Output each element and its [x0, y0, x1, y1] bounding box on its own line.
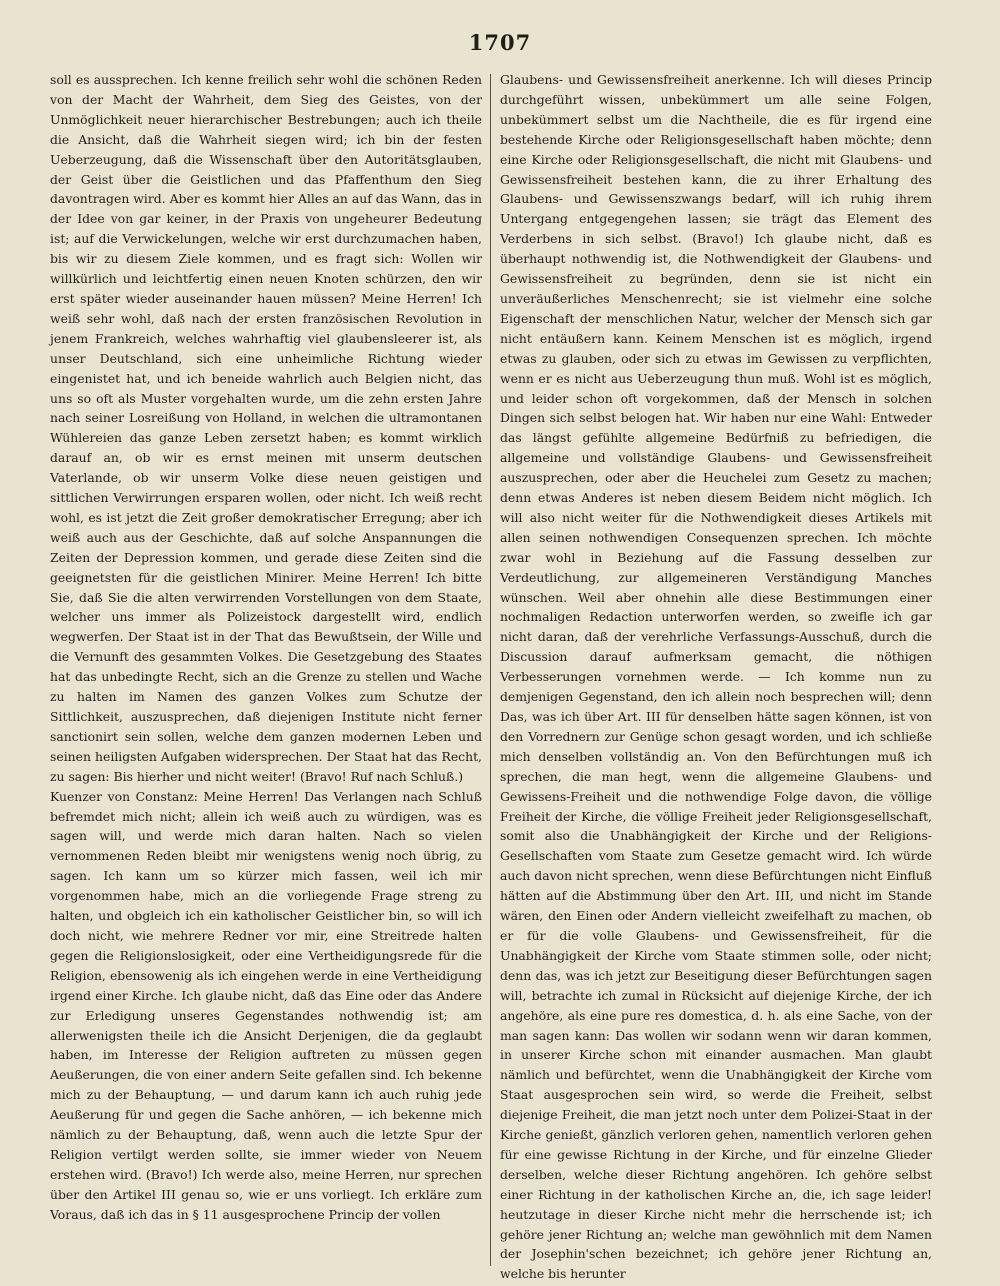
page-number: 1707: [468, 30, 532, 55]
right-column: [500, 70, 932, 1282]
paragraph: Kuenzer von Constanz: Meine Herren! Das Verlangen nach Schluß befremdet mich nicht; allein ich weiß auch zu würdigen, was es sagen will, und werde mich daran halten. Nach so vielen vernommenen Reden bleibt mir wenigstens wenig noch übrig, zu sagen. Ich kann um so kürzer mich fassen, weil ich mir vorgenommen habe, mich an die vorliegende Frage streng zu halten, und obgleich ich ein katholischer Geistlicher bin, so will ich doch nicht, wie mehrere Redner vor mir, eine Streitrede halten gegen die Religionslosigkeit, oder eine Vertheidigungsrede für die Religion, ebensowenig als ich eingehen werde in eine Vertheidigung irgend einer Kirche. Ich glaube nicht, daß das Eine oder das Andere zur Erledigung unseres Gegenstandes nothwendig ist; am allerwenigsten theile ich die Ansicht Derjenigen, die da geglaubt haben, im Interesse der Religion auftreten zu müssen gegen Aeußerungen, die von einer andern Seite gefallen sind. Ich bekenne mich zu der Behauptung, — und darum kann ich auch ruhig jede Aeußerung für und gegen die Sache anhören, — ich bekenne mich nämlich zu der Behauptung, daß, wenn auch die letzte Spur der Religion vertilgt werden sollte, sie immer wieder von Neuem erstehen wird. (Bravo!) Ich werde also, meine Herren, nur sprechen über den Artikel III genau so, wie er uns vorliegt. Ich erkläre zum Voraus, daß ich das in § 11 ausgesprochene Princip der vollen: [50, 788, 482, 1222]
left-column: [50, 70, 482, 1270]
paragraph: Glaubens- und Gewissensfreiheit anerkenne. Ich will dieses Princip durchgeführt wissen, unbekümmert um alle seine Folgen, unbekümmert selbst um die Nachtheile, die es für irgend eine bestehende Kirche oder Religionsgesellschaft haben möchte; denn eine Kirche oder Religionsgesellschaft, die nicht mit Glaubens- und Gewissensfreiheit bestehen kann, die zu ihrer Erhaltung des Glaubens- und Gewissenszwangs bedarf, will ich ruhig ihrem Untergang entgegengehen lassen; sie trägt das Element des Verderbens in sich selbst. (Bravo!) Ich glaube nicht, daß es überhaupt nothwendig ist, die Nothwendigkeit der Glaubens- und Gewissensfreiheit zu begründen, denn sie ist nicht ein unveräußerliches Menschenrecht; sie ist vielmehr eine solche Eigenschaft der menschlichen Natur, welcher der Mensch sich gar nicht entäußern kann. Keinem Menschen ist es möglich, irgend etwas zu glauben, oder sich zu etwas im Gewissen zu verpflichten, wenn er es nicht aus Ueberzeugung thun muß. Wohl ist es möglich, und leider schon oft vorgekommen, daß der Mensch in solchen Dingen sich selbst belogen hat. Wir haben nur eine Wahl: Entweder das längst gefühlte allgemeine Bedürfniß zu befriedigen, die allgemeine und vollständige Glaubens- und Gewissensfreiheit auszusprechen, oder aber die Heuchelei zum Gesetz zu machen; denn etwas Anderes ist neben diesem Beidem nicht möglich. Ich will also nicht weiter für die Nothwendigkeit dieses Artikels mit allen seinen nothwendigen Consequenzen sprechen. Ich möchte zwar wohl in Beziehung auf die Fassung desselben zur Verdeutlichung, zur allgemeineren Verständigung Manches wünschen. Weil aber ohnehin alle diese Bestimmungen einer nochmaligen Redaction unterworfen werden, so zweifle ich gar nicht daran, daß der verehrliche Verfassungs-Ausschuß, durch die Discussion darauf aufmerksam gemacht, die nöthigen Verbesserungen vornehmen werde. — Ich komme nun zu demjenigen Gegenstand, den ich allein noch besprechen will; denn Das, was ich über Art. III für denselben hätte sagen können, ist von den Vorrednern zur Genüge schon gesagt worden, und ich schließe mich denselben vollständig an. Von den Befürchtungen muß ich sprechen, die man hegt, wenn die allgemeine Glaubens- und Gewissens-Freiheit und die nothwendige Folge davon, die völlige Freiheit der Kirche, die völlige Freiheit jeder Religionsgesellschaft, somit also die Unabhängigkeit der Kirche und der Religions-Gesellschaften vom Staate zum Gesetze gemacht wird. Ich würde auch davon nicht sprechen, wenn diese Befürchtungen nicht Einfluß hätten auf die Abstimmung über den Art. III, und nicht im Stande wären, den Einen oder Andern vielleicht zweifelhaft zu machen, ob er für die volle Glaubens- und Gewissensfreiheit, für die Unabhängigkeit der Kirche vom Staate stimmen solle, oder nicht; denn das, was ich jetzt zur Beseitigung dieser Befürchtungen sagen will, betrachte ich zumal in Rücksicht auf diejenige Kirche, der ich angehöre, als eine pure res domestica, d. h. als eine Sache, von der man sagen kann: Das wollen wir sodann wenn wir daran kommen, in unserer Kirche schon mit einander ausmachen. Man glaubt nämlich und befürchtet, wenn die Unabhängigkeit der Kirche vom Staat ausgesprochen sein wird, so werde die Freiheit, selbst diejenige Freiheit, die man jetzt noch unter dem Polizei-Staat in der Kirche genießt, gänzlich verloren gehen, namentlich verloren gehen für eine gewisse Richtung in der Kirche, und für einzelne Glieder derselben, welche dieser Richtung angehören. Ich gehöre selbst einer Richtung in der katholischen Kirche an, die, ich sage leider! heutzutage in dieser Kirche nicht mehr die herrschende ist; ich gehöre jener Richtung an; welche man gewöhnlich mit dem Namen der Josephin'schen bezeichnet; ich gehöre jener Richtung an, welche bis herunter: [500, 72, 932, 1282]
column-divider: [490, 74, 491, 1266]
paragraph: soll es aussprechen. Ich kenne freilich sehr wohl die schönen Reden von der Macht der Wahrheit, dem Sieg des Geistes, von der Unmöglichkeit neuer hierarchischer Bestrebungen; auch ich theile die Ansicht, daß die Wahrheit siegen wird; ich bin der festen Ueberzeugung, daß die Wissenschaft über den Autoritätsglauben, der Geist über die Geistlichen und das Pfaffenthum den Sieg davontragen wird. Aber es kommt hier Alles an auf das Wann, das in der Idee von gar keiner, in der Praxis von ungeheurer Bedeutung ist; auf die Verwickelungen, welche wir erst durchzumachen haben, bis wir zu diesem Ziele kommen, und es fragt sich: Wollen wir willkürlich und leichtfertig einen neuen Knoten schürzen, den wir erst später wieder auseinander hauen müssen? Meine Herren! Ich weiß sehr wohl, daß nach der ersten französischen Revolution in jenem Frankreich, welches wahrhaftig viel glaubensleerer ist, als unser Deutschland, sich eine unheimliche Richtung wieder eingenistet hat, und ich beneide wahrlich auch Belgien nicht, das uns so oft als Muster vorgehalten wurde, um die zehn ersten Jahre nach seiner Losreißung von Holland, in welchen die ultramontanen Wühlereien das ganze Leben zersetzt haben; es kommt wirklich darauf an, ob wir es ernst meinen mit unserm deutschen Vaterlande, ob wir unserm Volke diese neuen geistigen und sittlichen Verwirrungen ersparen wollen, oder nicht. Ich weiß recht wohl, es ist jetzt die Zeit großer demokratischer Erregung; aber ich weiß auch aus der Geschichte, daß auf solche Anspannungen die Zeiten der Depression kommen, und gerade diese Zeiten sind die geeignetsten für die geistlichen Minirer. Meine Herren! Ich bitte Sie, daß Sie die alten verwirrenden Vorstellungen von dem Staate, welcher uns immer als Polizeistock dargestellt wird, endlich wegwerfen. Der Staat ist in der That das Bewußtsein, der Wille und die Vernunft des gesammten Volkes. Die Gesetzgebung des Staates hat das unbedingte Recht, sich an die Grenze zu stellen und Wache zu halten im Namen des ganzen Volkes zum Schutze der Sittlichkeit, auszusprechen, daß diejenigen Institute nicht ferner sanctionirt sein sollen, welche dem ganzen modernen Leben und seinen heiligsten Aufgaben widersprechen. Der Staat hat das Recht, zu sagen: Bis hierher und nicht weiter! (Bravo! Ruf nach Schluß.): [50, 72, 482, 784]
